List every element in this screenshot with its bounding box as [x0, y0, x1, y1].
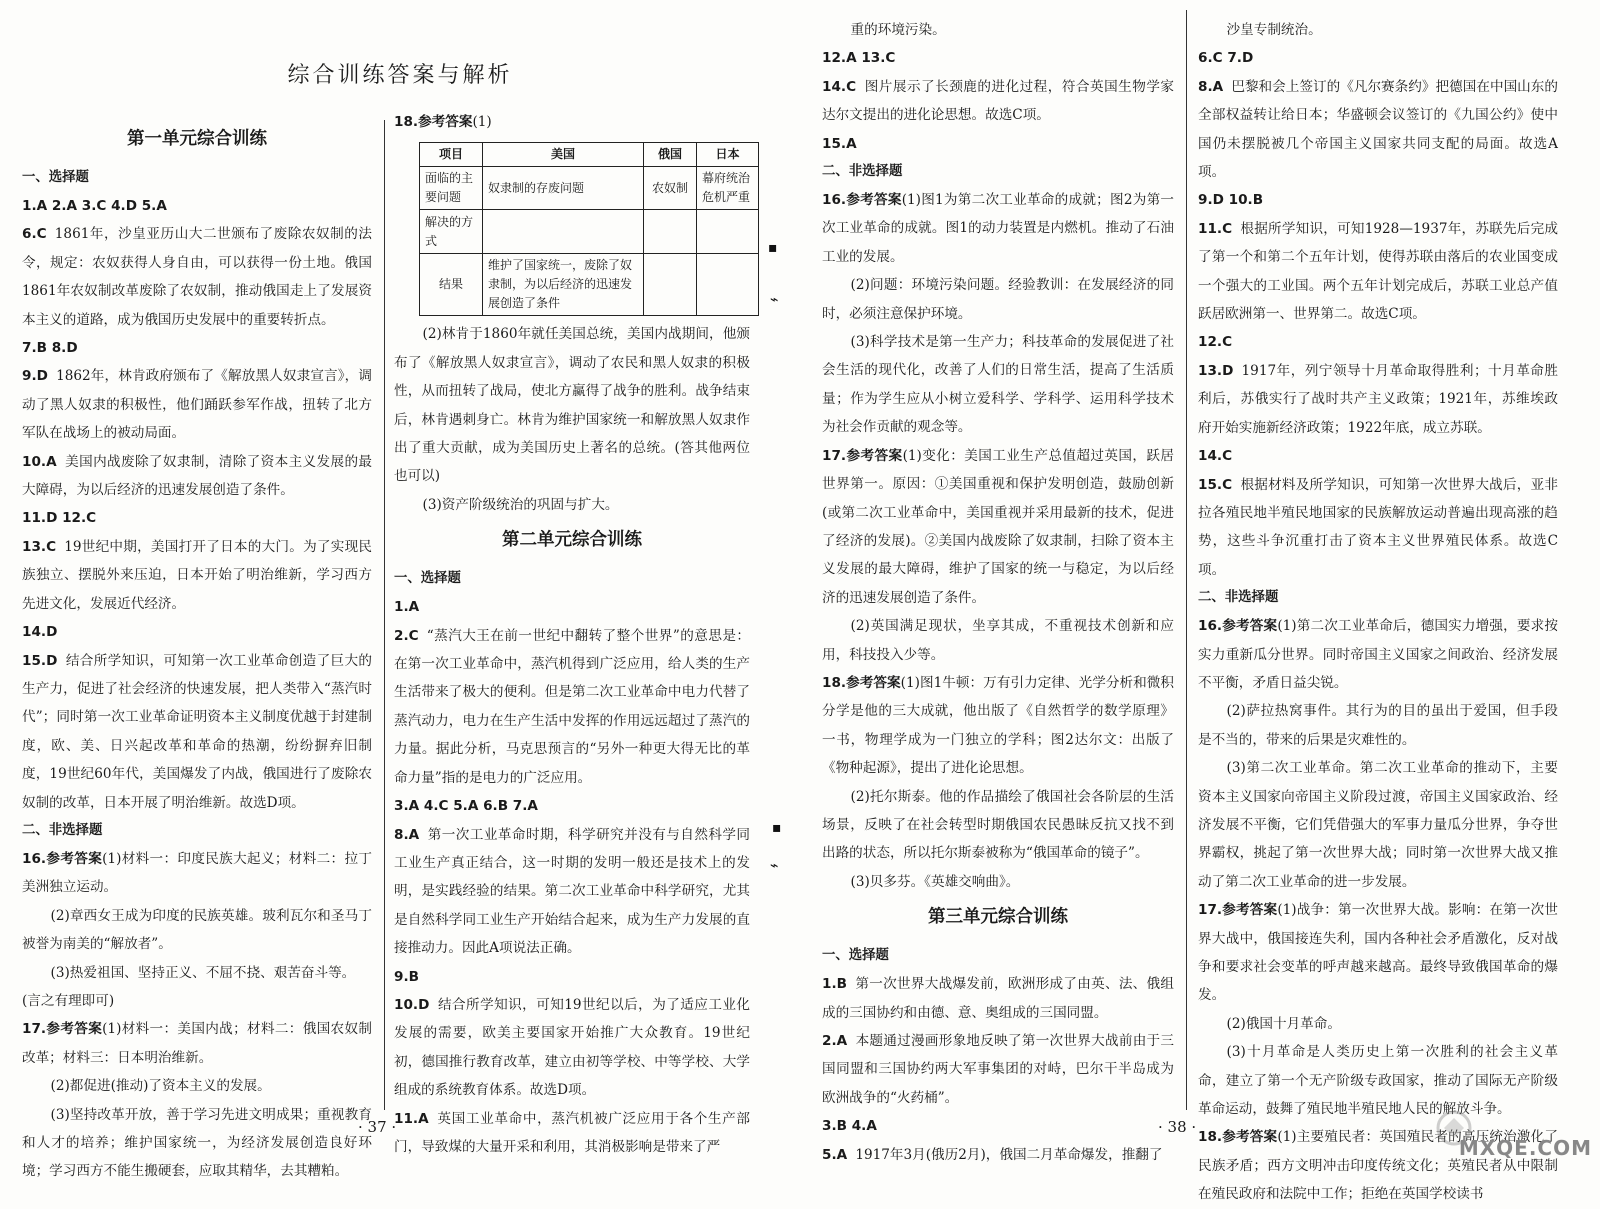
q16-part: (2)章西女王成为印度的民族英雄。玻利瓦尔和圣马丁被誉为南美的“解放者”。 — [22, 907, 372, 953]
answer-item: 8.A 第一次工业革命时期，科学研究并没有与自然科学同工业生产真正结合，这一时期的发明一般还是技术上的发明，是实践经验的结果。第二次工业革命中科学研究，尤其是自然科学同工业生产开始结合起来，成为生产力发展的直接推动力。因此A项说法正确。 — [394, 826, 750, 957]
right-column-1 — [822, 16, 1174, 1169]
q18-part: (2)林肯于1860年就任美国总统，美国内战期间，他颁布了《解放黑人奴隶宣言》，调动了农民和黑人奴隶的积极性，从而扭转了战局，使北方赢得了战争的胜利。战争结束后，林肯遇刺身亡。林肯为维护国家统一和解放黑人奴隶作出了重大贡献，成为美国历史上著名的总统。(答其他两位也可以) — [394, 326, 750, 485]
answer-item: 9.D 1862年，林肯政府颁布了《解放黑人奴隶宣言》，调动了黑人奴隶的积极性，他们踊跃参军作战，扭转了北方军队在战场上的被动局面。 — [22, 368, 372, 442]
answer-item: 12.C — [1198, 334, 1233, 351]
right-column-2 — [1198, 16, 1558, 1209]
q17-answer: 17.参考答案(1)材料一：美国内战；材料二：俄国农奴制改革；材料三：日本明治维新。 — [22, 1021, 372, 1066]
continued-text: 重的环境污染。 — [850, 22, 946, 38]
left-column-2 — [394, 108, 750, 1161]
q17-answer: 17.参考答案(1)战争：第一次世界大战。影响：在第一次世界大战中，俄国接连失利，国内各种社会矛盾激化，反对战争和要求社会变革的呼声越来越高。最终导致俄国革命的爆发。 — [1198, 902, 1559, 1004]
answer-item: 3.A 4.C 5.A 6.B 7.A — [394, 798, 538, 815]
section-heading: 一、选择题 — [22, 170, 89, 185]
section-heading: 一、选择题 — [822, 948, 889, 964]
q17-part: (2)俄国十月革命。 — [1226, 1015, 1341, 1032]
choice-answers — [822, 970, 1174, 1169]
answer-item: 9.D 10.B — [1198, 192, 1264, 209]
q16-part: (言之有理即可) — [22, 992, 115, 1009]
table-header: 俄国 — [644, 143, 697, 167]
q16-answer: 16.参考答案(1)图1为第二次工业革命的成就；图2为第一次工业革命的成就。图1的动力装置是内燃机。推动了石油工业的发展。 — [822, 192, 1174, 265]
choice-answers — [394, 593, 750, 1161]
choice-answers — [22, 192, 372, 817]
answer-table — [419, 142, 759, 316]
answer-item: 9.B — [394, 968, 419, 985]
table-row: 解决的方式 — [420, 210, 759, 254]
q16-part: (3)第二次工业革命。第二次工业革命的推动下，主要资本主义国家向帝国主义阶段过渡，帝国主义国家政治、经济发展不平衡，它们凭借强大的军事力量瓜分世界，争夺世界霸权，挑起了第一次世界大战；同时第一次世界大战又推动了第二次工业革命的进一步发展。 — [1198, 760, 1558, 890]
answer-item: 5.A 1917年3月(俄历2月)，俄国二月革命爆发，推翻了 — [822, 1146, 1163, 1163]
q18-part: (2)托尔斯泰。他的作品描绘了俄国社会各阶层的生活场景，反映了在社会转型时期俄国农民愚昧反抗又找不到出路的状态，所以托尔斯泰被称为“俄国革命的镜子”。 — [822, 788, 1174, 862]
answer-item: 3.B 4.A — [822, 1118, 877, 1135]
q16-answer: 16.参考答案(1)第二次工业革命后，德国实力增强，要求按实力重新瓜分世界。同时帝国主义国家之间政治、经济发展不平衡，矛盾日益尖锐。 — [1198, 618, 1559, 691]
q17-part: (2)英国满足现状，坐享其成，不重视技术创新和应用，科技投入少等。 — [822, 618, 1174, 663]
q17-part: (3)十月革命是人类历史上第一次胜利的社会主义革命，建立了第一个无产阶级专政国家，推动了国际无产阶级革命运动，鼓舞了殖民地半殖民地人民的解放斗争。 — [1198, 1044, 1558, 1118]
table-header: 项目 — [420, 143, 483, 167]
answer-item: 2.A 本题通过漫画形象地反映了第一次世界大战前由于三国同盟和三国协约两大军事集团的对峙，巴尔干半岛成为欧洲战争的“火药桶”。 — [822, 1033, 1174, 1106]
table-header: 日本 — [697, 143, 759, 167]
answer-item: 2.C “蒸汽大王在前一世纪中翻转了整个世界”的意思是：在第一次工业革命中，蒸汽机得到广泛应用，给人类的生产生活带来了极大的便利。但是第二次工业革命中电力代替了蒸汽动力，电力在生产生活中发挥的作用远远超过了蒸汽的力量。据此分析，马克思预言的“另外一种更大得无比的革命力量”指的是电力的广泛应用。 — [394, 627, 750, 786]
answer-item: 1.A 2.A 3.C 4.D 5.A — [22, 198, 167, 214]
binding-mark: ▪ — [772, 820, 782, 836]
left-page — [0, 0, 800, 1180]
answer-item: 7.B 8.D — [22, 340, 78, 357]
left-column-1 — [22, 118, 372, 1186]
q18-answer: 18.参考答案(1)主要殖民者：英国殖民者的高压统治激化了民族矛盾；西方文明冲击印度传统文化；英殖民者从中限制在殖民政府和法院中工作；拒绝在英国学校读书 — [1198, 1129, 1559, 1203]
page-number: · 37 · — [358, 1118, 397, 1136]
q18-heading: 18.参考答案(1) — [394, 114, 492, 130]
binding-mark: ⌁ — [770, 292, 779, 308]
table-row: 面临的主要问题 奴隶制的存废问题 农奴制 幕府统治危机严重 — [420, 167, 759, 210]
main-title: 综合训练答案与解析 — [287, 63, 513, 88]
choice-answers — [1198, 44, 1558, 584]
answer-item: 11.A 英国工业革命中，蒸汽机被广泛应用于各个生产部门，导致煤的大量开采和利用，其消极影响是带来了严 — [394, 1110, 750, 1155]
q17-part: (2)都促进(推动)了资本主义的发展。 — [50, 1078, 271, 1095]
answer-item: 11.D 12.C — [22, 510, 97, 527]
q17-answer: 17.参考答案(1)变化：美国工业生产总值超过英国，跃居世界第一。原因：①美国重视和保护发明创造，鼓励创新(或第二次工业革命中，美国重视并采用最新的技术，促进了经济的发展)。②美国内战废除了奴隶制，扫除了资本主义发展的最大障碍，维护了国家的统一与稳定，为以后经济的迅速发展创造了条件。 — [822, 447, 1175, 606]
q17-part: (3)坚持改革开放，善于学习先进文明成果；重视教育和人才的培养；维护国家统一，为经济发展创造良好环境；学习西方不能生搬硬套，应取其精华，去其糟粕。 — [22, 1106, 372, 1180]
answer-item: 1.B 第一次世界大战爆发前，欧洲形成了由英、法、俄组成的三国协约和由德、意、奥组成的三国同盟。 — [822, 976, 1174, 1021]
answer-item: 14.C 图片展示了长颈鹿的进化过程，符合英国生物学家达尔文提出的进化论思想。故选C项。 — [822, 78, 1174, 124]
answer-item: 13.C 19世纪中期，美国打开了日本的大门。为了实现民族独立、摆脱外来压迫，日本开始了明治维新，学习西方先进文化，发展近代经济。 — [22, 538, 372, 612]
answer-item: 15.D 结合所学知识，可知第一次工业革命创造了巨大的生产力，促进了社会经济的快速发展，把人类带入“蒸汽时代”；同时第一次工业革命证明资本主义制度优越于封建制度，欧、美、日兴起改革和革命的热潮，纷纷摒弃旧制度，19世纪60年代，美国爆发了内战，俄国进行了废除农奴制的改革，日本开展了明治维新。故选D项。 — [22, 652, 372, 811]
q16-part: (2)萨拉热窝事件。其行为的目的虽出于爱国，但手段是不当的，带来的后果是灾难性的。 — [1198, 703, 1558, 748]
answer-item: 12.A 13.C — [822, 50, 896, 67]
answer-item: 15.C 根据材料及所学知识，可知第一次世界大战后，亚非拉各殖民地半殖民地国家的民族解放运动普遍出现高涨的趋势，这些斗争沉重打击了资本主义世界殖民体系。故选C项。 — [1198, 476, 1558, 578]
column-divider — [384, 120, 385, 1110]
q16-part: (2)问题：环境污染问题。经验教训：在发展经济的同时，必须注意保护环境。 — [822, 277, 1174, 322]
answer-item: 14.C — [1198, 448, 1233, 465]
section-heading: 二、非选择题 — [1198, 590, 1279, 606]
answer-item: 1.A — [394, 599, 420, 616]
binding-mark: ⌁ — [770, 858, 779, 874]
section-heading: 二、非选择题 — [822, 164, 903, 180]
watermark-text: MXQE.COM — [1458, 1136, 1592, 1160]
answer-item: 11.C 根据所学知识，可知1928—1937年，苏联先后完成了第一个和第二个五年计划，使得苏联由落后的农业国变成一个强大的工业国。两个五年计划完成后，苏联工业总产值跃居欧洲第一、世界第二。故选C项。 — [1198, 220, 1558, 323]
binding-mark: ▪ — [768, 240, 778, 256]
answer-item: 8.A 巴黎和会上签订的《凡尔赛条约》把德国在中国山东的全部权益转让给日本；华盛顿会议签订的《九国公约》使中国仍未摆脱被几个帝国主义国家共同支配的局面。故选A项。 — [1198, 78, 1558, 181]
choice-answers — [822, 44, 1174, 158]
column-divider — [1186, 10, 1187, 1110]
q16-answer: 16.参考答案(1)材料一：印度民族大起义；材料二：拉丁美洲独立运动。 — [22, 850, 372, 896]
unit3-title: 第三单元综合训练 — [928, 907, 1068, 928]
answer-item: 10.D 结合所学知识，可知19世纪以后，为了适应工业化发展的需要，欧美主要国家开始推广大众教育。19世纪初，德国推行教育改革，建立由初等学校、中等学校、大学组成的系统教育体系。故选D项。 — [394, 996, 750, 1099]
continued-text: 沙皇专制统治。 — [1226, 22, 1322, 38]
q18-answer: 18.参考答案(1)图1牛顿：万有引力定律、光学分析和微积分学是他的三大成就，他出版了《自然哲学的数学原理》一书，物理学成为一门独立的学科；图2达尔文：出版了《物种起源》，提出了进化论思想。 — [822, 674, 1175, 777]
q18-part: (3)贝多芬。《英雄交响曲》。 — [850, 873, 1020, 890]
answer-item: 10.A 美国内战废除了奴隶制，清除了资本主义发展的最大障碍，为以后经济的迅速发展创造了条件。 — [22, 453, 372, 499]
table-header: 美国 — [483, 143, 644, 167]
table-row: 结果 维护了国家统一，废除了奴隶制，为以后经济的迅速发展创造了条件 — [420, 254, 759, 316]
section-heading: 一、选择题 — [394, 571, 461, 587]
answer-item: 13.D 1917年，列宁领导十月革命取得胜利；十月革命胜利后，苏俄实行了战时共产主义政策；1921年，苏维埃政府开始实施新经济政策；1922年底，成立苏联。 — [1198, 362, 1558, 436]
q16-part: (3)热爱祖国、坚持正义、不屈不挠、艰苦奋斗等。 — [50, 964, 356, 981]
q16-part: (3)科学技术是第一生产力；科技革命的发展促进了社会生活的现代化，改善了人们的日常生活，提高了生活质量；作为学生应从小树立爱科学、学科学、运用科学技术为社会作贡献的观念等。 — [822, 334, 1174, 436]
page-number: · 38 · — [1158, 1118, 1197, 1136]
answer-item: 6.C 1861年，沙皇亚历山大二世颁布了废除农奴制的法令，规定：农奴获得人身自由，可以获得一份土地。俄国1861年农奴制改革废除了农奴制，推动俄国走上了发展资本主义的道路，成为俄国历史发展中的重要转折点。 — [22, 226, 372, 328]
answer-item: 15.A — [822, 135, 857, 152]
unit2-title: 第二单元综合训练 — [502, 530, 642, 551]
answer-item: 14.D — [22, 624, 58, 641]
unit1-title: 第一单元综合训练 — [127, 129, 267, 149]
answer-item: 6.C 7.D — [1198, 50, 1254, 67]
q18-part: (3)资产阶级统治的巩固与扩大。 — [422, 496, 619, 513]
section-heading: 二、非选择题 — [22, 822, 103, 838]
right-page — [800, 0, 1600, 1203]
